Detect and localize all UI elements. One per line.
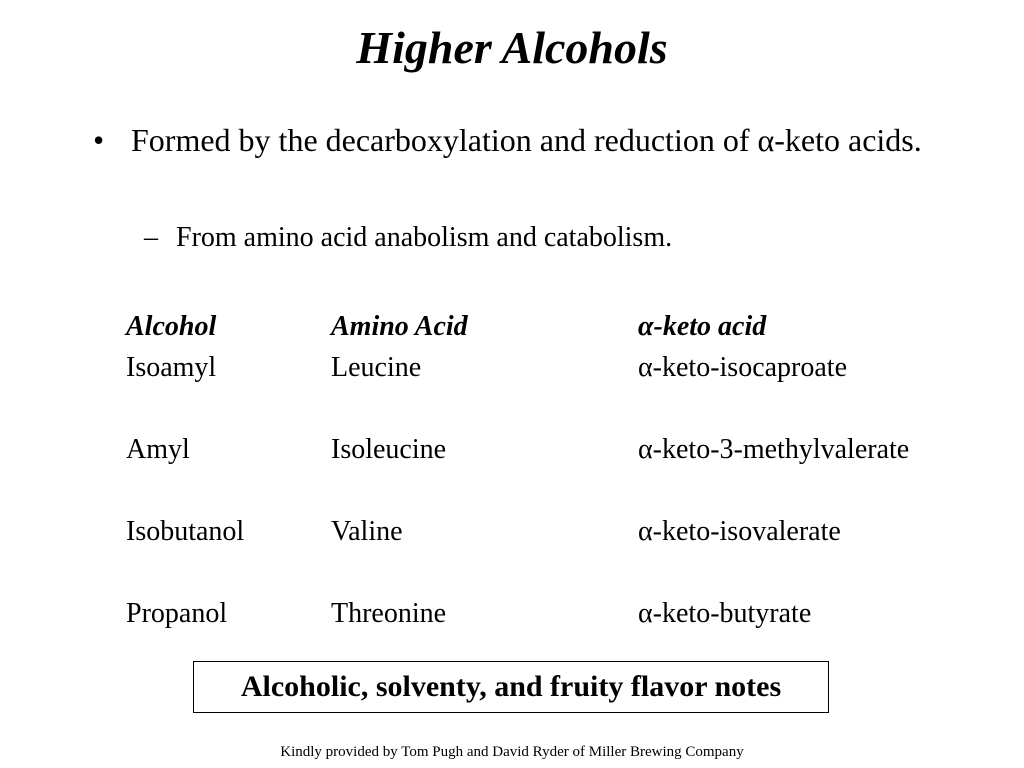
alcohol-table xyxy=(126,308,1006,677)
slide-title: Higher Alcohols xyxy=(356,22,668,73)
table-row xyxy=(126,349,1006,431)
header-keto-acid: α-keto acid xyxy=(638,311,767,342)
sub-bullet xyxy=(144,220,964,256)
table-cell-amino-acid: Isoleucine xyxy=(331,434,447,465)
table-header-row xyxy=(126,308,1006,349)
main-bullet xyxy=(93,116,953,164)
table-cell-keto-acid: α-keto-isovalerate xyxy=(638,516,841,547)
sub-bullet-text: From amino acid anabolism and catabolism. xyxy=(176,222,673,253)
table-cell-keto-acid: α-keto-butyrate xyxy=(638,598,812,629)
table-row xyxy=(126,431,1006,513)
table-cell-keto-acid: α-keto-3-methylvalerate xyxy=(638,434,910,465)
table-row xyxy=(126,513,1006,595)
table-cell-alcohol: Amyl xyxy=(126,434,190,465)
flavor-notes-callout: Alcoholic, solventy, and fruity flavor notes xyxy=(193,661,829,713)
header-amino-acid: Amino Acid xyxy=(331,311,468,342)
credit-footer: Kindly provided by Tom Pugh and David Ryder of Miller Brewing Company xyxy=(280,744,744,760)
sub-bullet-marker: – xyxy=(144,222,158,253)
table-cell-amino-acid: Threonine xyxy=(331,598,447,629)
table-cell-amino-acid: Leucine xyxy=(331,352,422,383)
table-cell-amino-acid: Valine xyxy=(331,516,403,547)
table-cell-keto-acid: α-keto-isocaproate xyxy=(638,352,848,383)
table-cell-alcohol: Isoamyl xyxy=(126,352,217,383)
table-cell-alcohol: Isobutanol xyxy=(126,516,245,547)
bullet-text: Formed by the decarboxylation and reduction of α-keto acids. xyxy=(131,122,922,158)
header-alcohol: Alcohol xyxy=(126,311,217,342)
bullet-marker: • xyxy=(93,122,105,158)
table-cell-alcohol: Propanol xyxy=(126,598,228,629)
